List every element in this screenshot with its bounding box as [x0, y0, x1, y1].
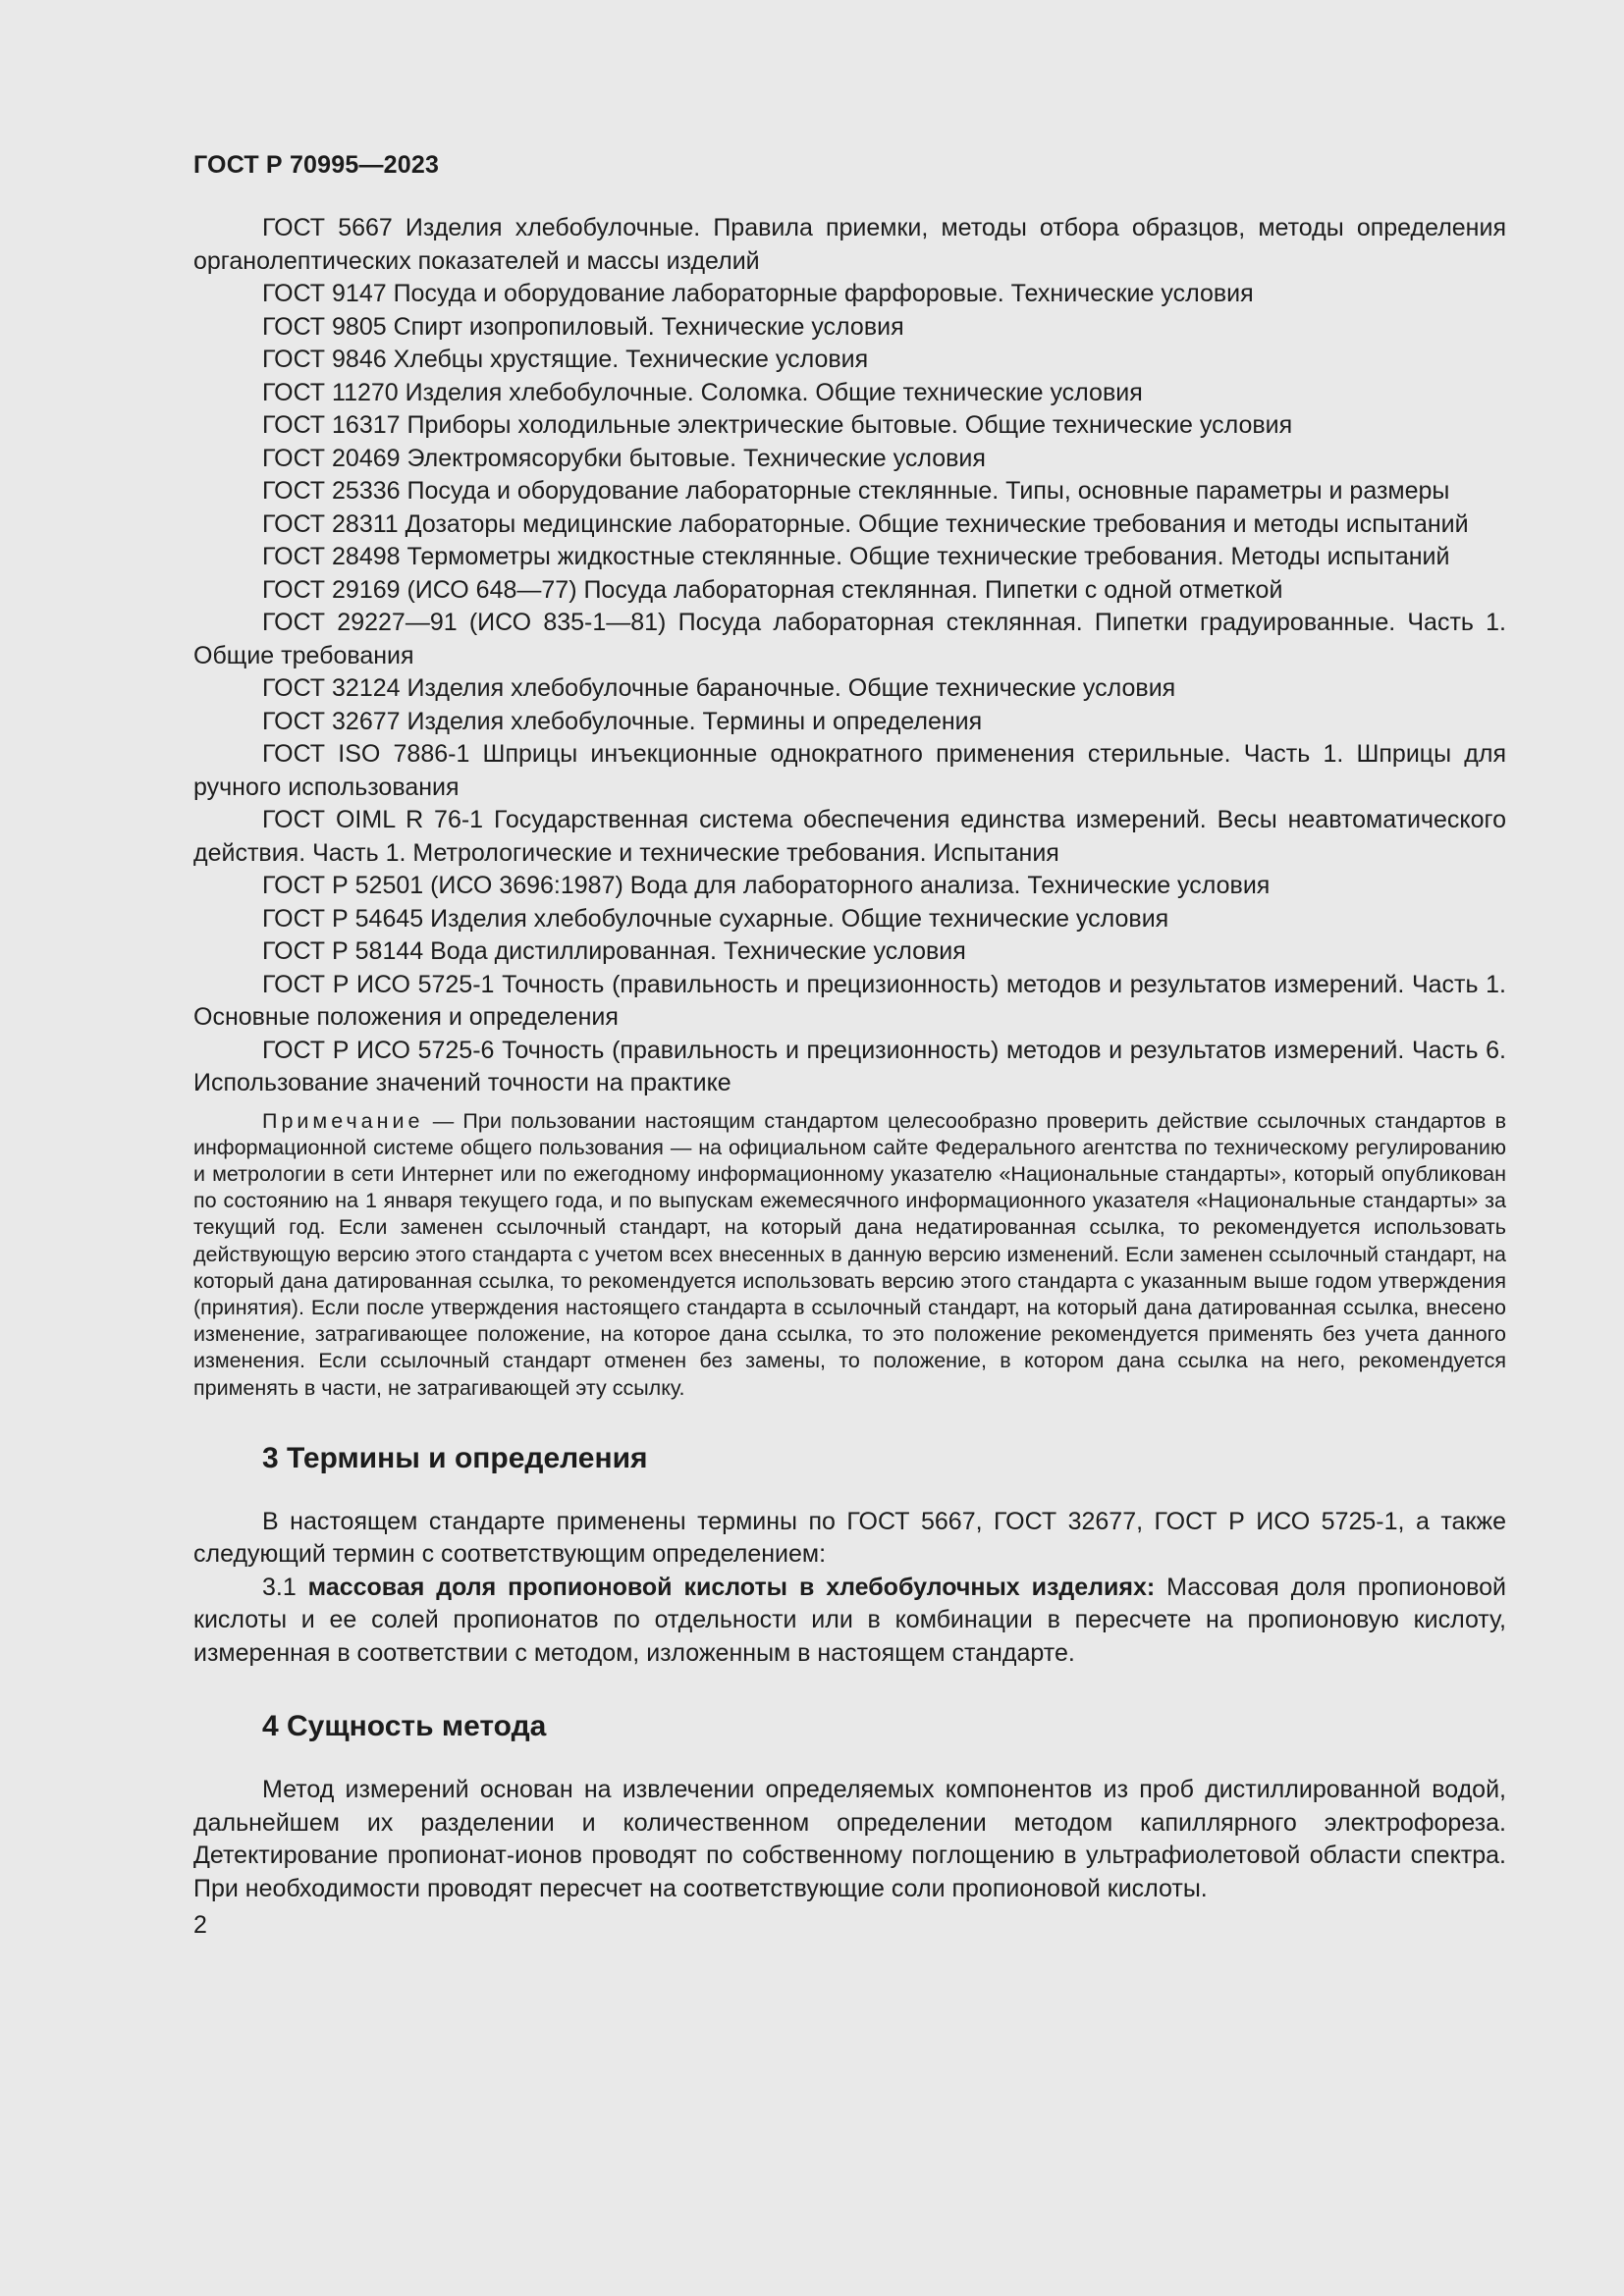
term-definition [193, 1572, 1506, 1671]
reference-item: ГОСТ 20469 Электромясорубки бытовые. Технические условия [262, 444, 986, 472]
section-3-body [193, 1506, 1506, 1671]
note-paragraph [193, 1108, 1506, 1402]
section-3-intro: В настоящем стандарте применены термины по ГОСТ 5667, ГОСТ 32677, ГОСТ Р ИСО 5725-1, а также следующий термин с соответствующим определением: [193, 1507, 1506, 1569]
term-definition-text: Массовая доля пропионовой кислоты и ее солей пропионатов по отдельности или в комбинации в пересчете на пропионовую кислоту, измеренная в соответствии с методом, изложенным в настоящем стандарте. [193, 1573, 1506, 1667]
reference-item: ГОСТ 9805 Спирт изопропиловый. Технические условия [262, 312, 904, 341]
section-4-body [193, 1774, 1506, 1905]
reference-item: ГОСТ 16317 Приборы холодильные электрические бытовые. Общие технические условия [262, 411, 1293, 439]
reference-item: ГОСТ Р 54645 Изделия хлебобулочные сухарные. Общие технические условия [262, 904, 1169, 933]
reference-item: ГОСТ 25336 Посуда и оборудование лабораторные стеклянные. Типы, основные параметры и размеры [262, 477, 1450, 505]
reference-item: ГОСТ 28311 Дозаторы медицинские лабораторные. Общие технические требования и методы испытаний [262, 509, 1469, 538]
term-number: 3.1 [262, 1573, 308, 1601]
reference-item: ГОСТ ISO 7886-1 Шприцы инъекционные однократного применения стерильные. Часть 1. Шприцы для ручного использования [193, 740, 1506, 801]
reference-item: ГОСТ 9846 Хлебцы хрустящие. Технические условия [262, 346, 869, 373]
note-label: Примечание [262, 1108, 424, 1133]
reference-item: ГОСТ 11270 Изделия хлебобулочные. Соломка. Общие технические условия [262, 378, 1143, 406]
reference-item: ГОСТ 29227—91 (ИСО 835-1—81) Посуда лабораторная стеклянная. Пипетки градуированные. Часть 1. Общие требования [193, 609, 1506, 669]
document-header: ГОСТ Р 70995—2023 [193, 151, 440, 179]
reference-item: ГОСТ 32124 Изделия хлебобулочные бараночные. Общие технические условия [262, 674, 1176, 702]
page-number: 2 [193, 1911, 207, 1940]
document-page [193, 145, 1506, 1942]
reference-item: ГОСТ Р ИСО 5725-6 Точность (правильность и прецизионность) методов и результатов измерений. Часть 6. Использование значений точности на практике [193, 1036, 1506, 1096]
note-text: — При пользовании настоящим стандартом целесообразно проверить действие ссылочных стандартов в информационной системе общего пользования — на официальном сайте Федерального агентства по техническому регулированию и метрологии в сети Интернет или по ежегодному информационному указателю «Национальные стандарты», который опубликован по состоянию на 1 января текущего года, и по выпускам ежемесячного информационного указателя «Национальные стандарты» за текущий год. Если заменен ссылочный стандарт, на который дана недатированная ссылка, то рекомендуется использовать действующую версию этого стандарта с учетом всех внесенных в данную версию изменений. Если заменен ссылочный стандарт, на который дана датированная ссылка, то рекомендуется использовать версию этого стандарта с указанным выше годом утверждения (принятия). Если после утверждения настоящего стандарта в ссылочный стандарт, на который дана датированная ссылка, внесено изменение, затрагивающее положение, на которое дана ссылка, то это положение рекомендуется применять без учета данного изменения. Если ссылочный стандарт отменен без замены, то положение, в котором дана ссылка на него, рекомендуется применять в части, не затрагивающей эту ссылку. [193, 1108, 1506, 1400]
reference-item: ГОСТ Р ИСО 5725-1 Точность (правильность и прецизионность) методов и результатов измерений. Часть 1. Основные положения и определения [193, 970, 1506, 1031]
section-4-title: 4 Сущность метода [262, 1710, 547, 1743]
reference-item: ГОСТ Р 58144 Вода дистиллированная. Технические условия [262, 937, 966, 965]
section-4-text: Метод измерений основан на извлечении определяемых компонентов из проб дистиллированной водой, дальнейшем их разделении и количественном определении методом капиллярного электрофореза. Детектирование пропионат-ионов проводят по собственному поглощению в ультрафиолетовой области спектра. При необходимости проводят пересчет на соответствующие соли пропионовой кислоты. [193, 1776, 1506, 1902]
reference-item: ГОСТ 32677 Изделия хлебобулочные. Термины и определения [262, 707, 983, 735]
reference-item: ГОСТ 9147 Посуда и оборудование лабораторные фарфоровые. Технические условия [262, 280, 1254, 307]
reference-item: ГОСТ Р 52501 (ИСО 3696:1987) Вода для лабораторного анализа. Технические условия [262, 872, 1271, 899]
reference-item: ГОСТ 5667 Изделия хлебобулочные. Правила приемки, методы отбора образцов, методы определения органолептических показателей и массы изделий [193, 214, 1506, 275]
normative-references-list [193, 212, 1506, 1100]
reference-item: ГОСТ 29169 (ИСО 648—77) Посуда лабораторная стеклянная. Пипетки с одной отметкой [262, 575, 1283, 604]
reference-item: ГОСТ OIML R 76-1 Государственная система обеспечения единства измерений. Весы неавтоматического действия. Часть 1. Метрологические и технические требования. Испытания [193, 806, 1506, 867]
reference-item: ГОСТ 28498 Термометры жидкостные стеклянные. Общие технические требования. Методы испытаний [262, 543, 1450, 570]
term-name: массовая доля пропионовой кислоты в хлебобулочных изделиях: [307, 1573, 1156, 1601]
section-3-title: 3 Термины и определения [262, 1441, 648, 1474]
